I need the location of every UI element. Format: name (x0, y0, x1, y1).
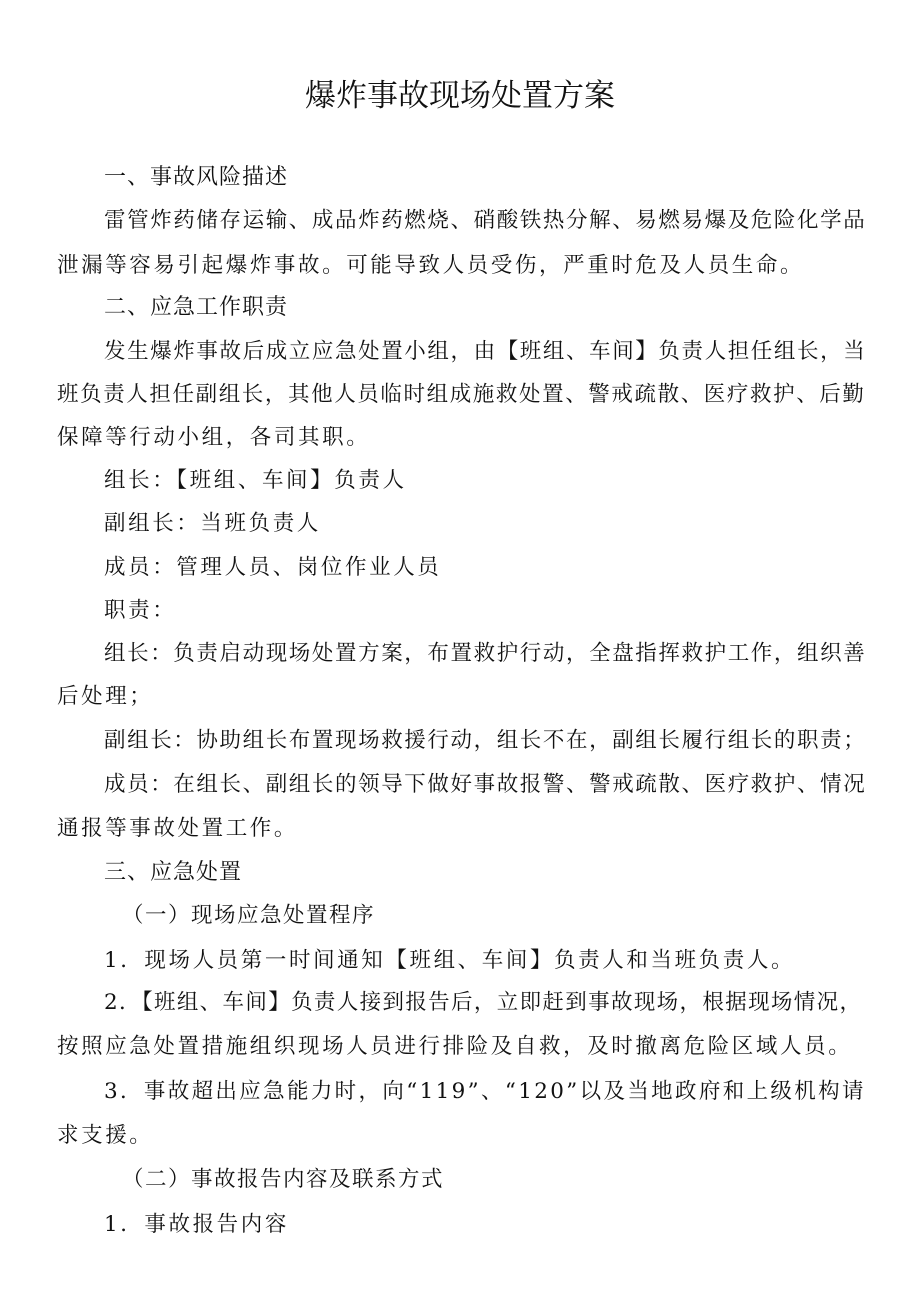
paragraph-line: 后处理； (57, 684, 154, 709)
section-heading-duties: 二、应急工作职责 (104, 295, 289, 320)
paragraph-line: 成员：在组长、副组长的领导下做好事故报警、警戒疏散、医疗救护、情况 (104, 772, 867, 797)
step-line: 1．现场人员第一时间通知【班组、车间】负责人和当班负责人。 (104, 948, 796, 973)
paragraph-line: 副组长：协助组长布置现场救援行动，组长不在，副组长履行组长的职责； (104, 728, 867, 753)
step-line: 求支援。 (57, 1123, 154, 1148)
members-line: 成员：管理人员、岗位作业人员 (104, 555, 442, 580)
paragraph-line: 班负责人担任副组长，其他人员临时组成施救处置、警戒疏散、医疗救护、后勤 (57, 382, 866, 407)
step-line: 2．【班组、车间】负责人接到报告后，立即赶到事故现场，根据现场情况， (104, 990, 863, 1015)
step-line: 1．事故报告内容 (104, 1212, 289, 1237)
paragraph-line: 通报等事故处置工作。 (57, 816, 299, 841)
paragraph-line: 组长：负责启动现场处置方案，布置救护行动，全盘指挥救护工作，组织善 (104, 641, 867, 666)
deputy-line: 副组长：当班负责人 (104, 511, 321, 536)
paragraph-line: 保障等行动小组，各司其职。 (57, 425, 371, 450)
section-heading-risk: 一、事故风险描述 (104, 165, 289, 190)
document-title: 爆炸事故现场处置方案 (305, 78, 615, 114)
step-line: 3．事故超出应急能力时，向“119”、“120”以及当地政府和上级机构请 (104, 1079, 866, 1104)
leader-line: 组长：【班组、车间】负责人 (104, 468, 407, 493)
subheading-procedure: （一）现场应急处置程序 (122, 903, 376, 928)
paragraph-line: 泄漏等容易引起爆炸事故。可能导致人员受伤，严重时危及人员生命。 (57, 253, 805, 278)
step-line: 按照应急处置措施组织现场人员进行排险及自救，及时撤离危险区域人员。 (57, 1034, 853, 1059)
duties-label: 职责： (104, 598, 177, 623)
subheading-report: （二）事故报告内容及联系方式 (122, 1167, 445, 1192)
paragraph-line: 雷管炸药储存运输、成品炸药燃烧、硝酸铁热分解、易燃易爆及危险化学品 (104, 208, 867, 233)
section-heading-response: 三、应急处置 (104, 860, 243, 885)
paragraph-line: 发生爆炸事故后成立应急处置小组，由【班组、车间】负责人担任组长，当 (104, 339, 867, 364)
